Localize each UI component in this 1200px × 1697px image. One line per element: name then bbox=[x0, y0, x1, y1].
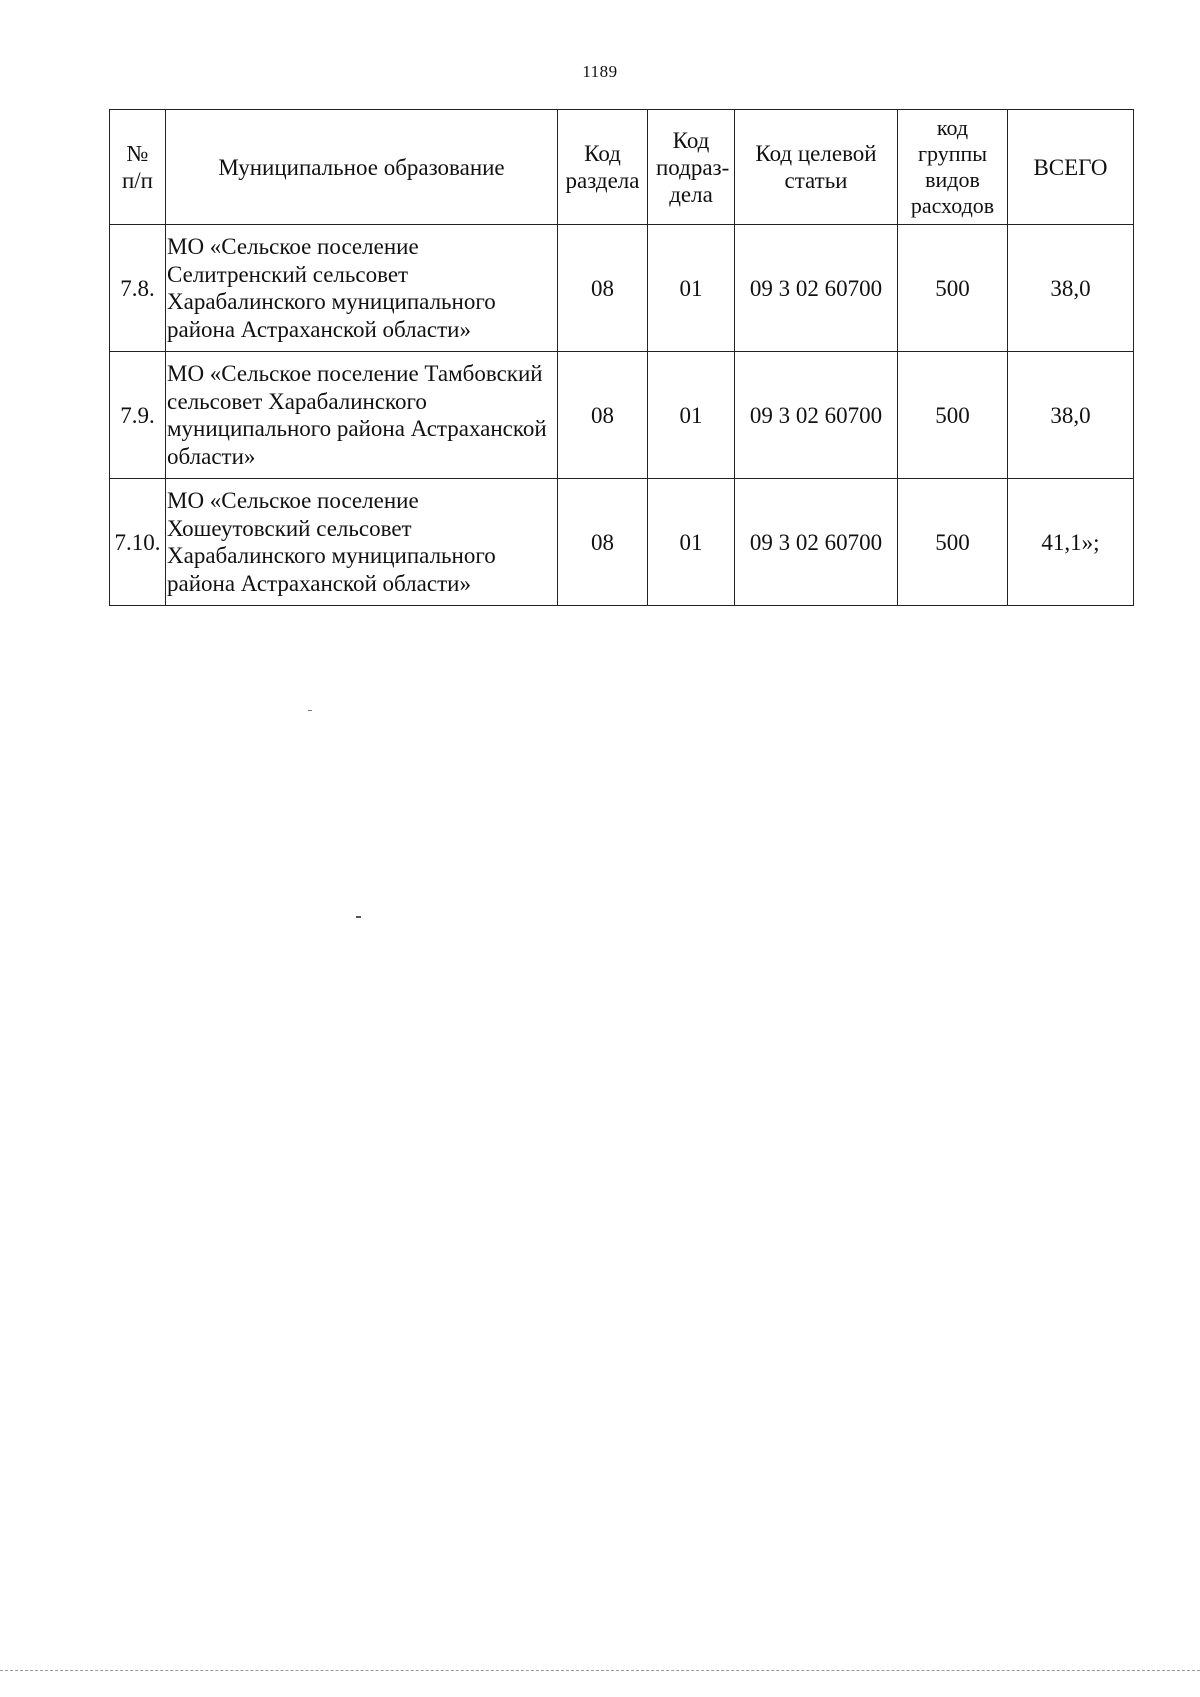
target-article-code-cell: 09 3 02 60700 bbox=[735, 479, 898, 606]
expense-group-code-cell: 500 bbox=[898, 479, 1008, 606]
total-cell: 38,0 bbox=[1008, 352, 1134, 479]
row-number-cell: 7.10. bbox=[110, 479, 166, 606]
total-cell: 41,1»; bbox=[1008, 479, 1134, 606]
header-expense-group-code-label: код группы видов расходов bbox=[910, 115, 995, 218]
header-total: ВСЕГО bbox=[1008, 110, 1134, 225]
scan-speck bbox=[308, 710, 312, 711]
municipality-cell: МО «Сельское поселение Хошеутовский сельсовет Харабалинского муниципального района Астраханской области» bbox=[166, 479, 558, 606]
table-row bbox=[110, 479, 1134, 606]
header-section-code-label: Код раздела bbox=[565, 141, 640, 193]
subsection-code-cell: 01 bbox=[648, 225, 735, 352]
target-article-code-cell: 09 3 02 60700 bbox=[735, 352, 898, 479]
total-cell: 38,0 bbox=[1008, 225, 1134, 352]
table-header-row bbox=[110, 110, 1134, 225]
table-row bbox=[110, 225, 1134, 352]
expense-group-code-cell: 500 bbox=[898, 225, 1008, 352]
expense-group-code-cell: 500 bbox=[898, 352, 1008, 479]
header-section-code bbox=[558, 110, 648, 225]
budget-allocation-table bbox=[109, 109, 1134, 606]
header-target-article-code-label: Код целевой статьи bbox=[755, 141, 877, 193]
section-code-cell: 08 bbox=[558, 479, 648, 606]
municipality-cell: МО «Сельское поселение Тамбовский сельсовет Харабалинского муниципального района Астраханской области» bbox=[166, 352, 558, 479]
header-target-article-code bbox=[735, 110, 898, 225]
target-article-code-cell: 09 3 02 60700 bbox=[735, 225, 898, 352]
scan-bottom-edge bbox=[0, 1670, 1200, 1671]
scan-speck bbox=[356, 916, 361, 918]
header-subsection-code bbox=[648, 110, 735, 225]
subsection-code-cell: 01 bbox=[648, 352, 735, 479]
section-code-cell: 08 bbox=[558, 225, 648, 352]
municipality-cell: МО «Сельское поселение Селитренский сельсовет Харабалинского муниципального района Астраханской области» bbox=[166, 225, 558, 352]
row-number-cell: 7.9. bbox=[110, 352, 166, 479]
section-code-cell: 08 bbox=[558, 352, 648, 479]
header-expense-group-code bbox=[898, 110, 1008, 225]
page-number: 1189 bbox=[582, 62, 618, 81]
table-row bbox=[110, 352, 1134, 479]
row-number-cell: 7.8. bbox=[110, 225, 166, 352]
header-subsection-code-label: Код подраз-дела bbox=[656, 127, 730, 207]
header-row-number bbox=[110, 110, 166, 225]
header-municipality: Муниципальное образование bbox=[166, 110, 558, 225]
subsection-code-cell: 01 bbox=[648, 479, 735, 606]
header-row-number-label: № п/п bbox=[121, 141, 153, 193]
